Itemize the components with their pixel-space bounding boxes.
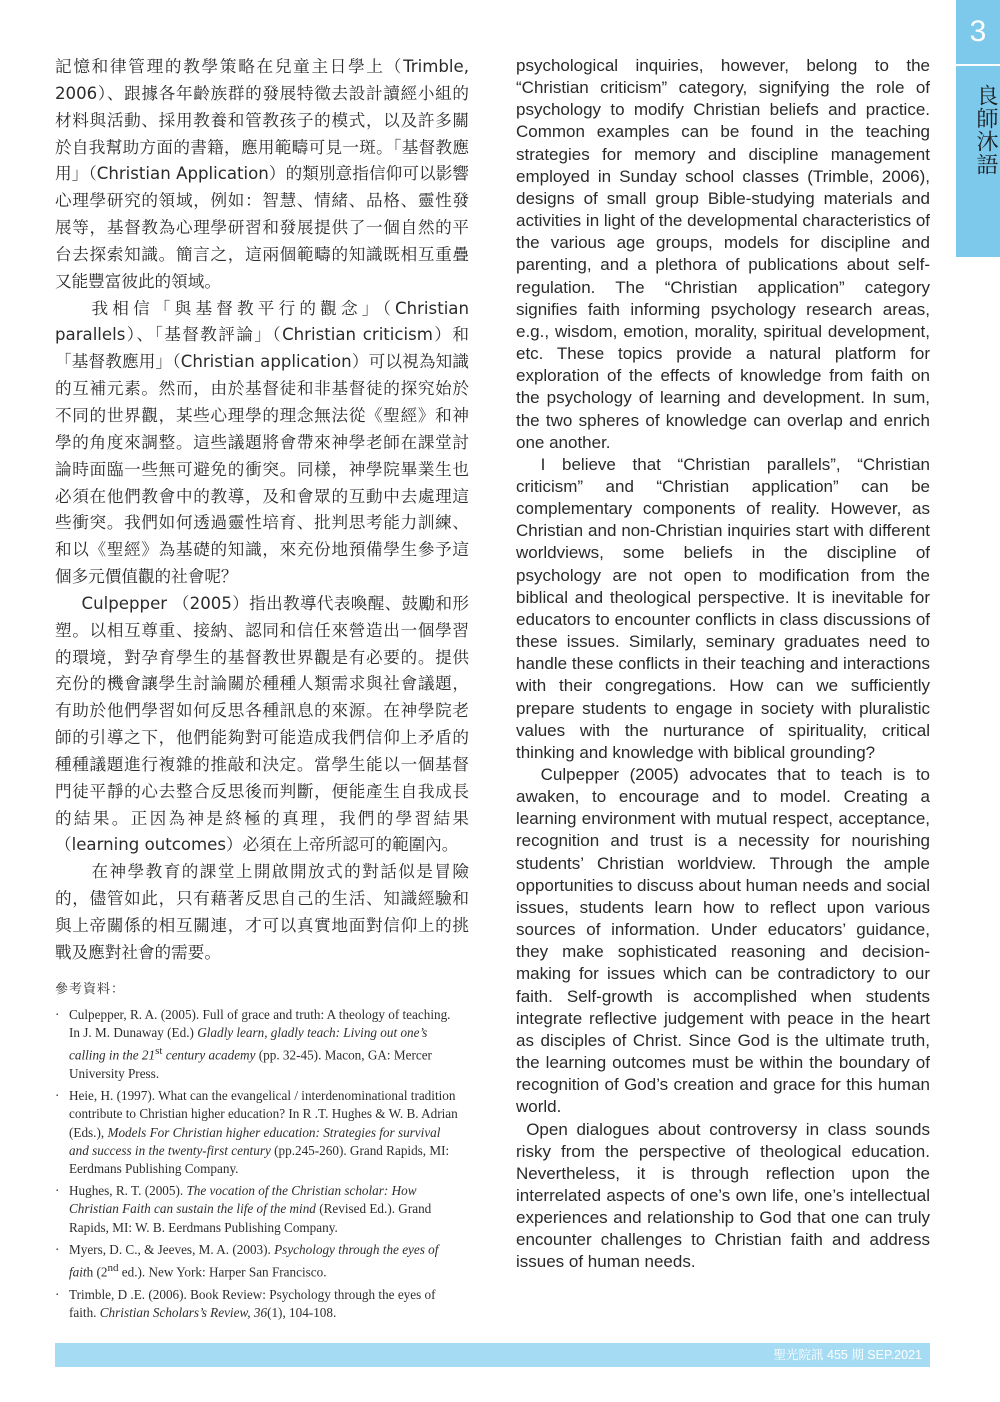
reference-bullet: · — [55, 1183, 60, 1199]
reference-item — [55, 1286, 459, 1322]
footer-issue-text: 聖光院訊 455 期 SEP.2021 — [773, 1348, 922, 1362]
side-tab — [956, 0, 1000, 257]
reference-bullet: · — [55, 1088, 60, 1104]
reference-item — [55, 1087, 459, 1178]
reference-text: Trimble, D .E. (2006). Book Review: Psychology through the eyes of faith. — [69, 1286, 436, 1320]
reference-bullet: · — [55, 1007, 60, 1022]
reference-title: Psychology through the eyes of fait — [69, 1241, 439, 1280]
references-heading: 參考資料： — [55, 982, 126, 997]
reference-title: century academy — [162, 1047, 256, 1063]
reference-superscript: nd — [107, 1262, 119, 1275]
reference-text: (1), 104-108. — [267, 1304, 337, 1320]
reference-item — [55, 1182, 459, 1237]
reference-text: (Revised Ed.). Grand Rapids, MI: W. B. Eerdmans Publishing Company. — [69, 1201, 432, 1235]
left-column — [55, 54, 469, 967]
reference-text: (pp. 32-45). Macon, GA: Mercer University Press. — [69, 1047, 432, 1081]
reference-bullet: · — [55, 1286, 60, 1302]
reference-text: Myers, D. C., & Jeeves, M. A. (2003). — [69, 1241, 275, 1257]
reference-text: Hughes, R. T. (2005). — [69, 1183, 187, 1199]
right-column — [516, 55, 930, 1274]
tab-divider — [956, 64, 1000, 66]
reference-title: The vocation of the Christian scholar: How Christian Faith can sustain the life of the mind — [69, 1183, 417, 1217]
reference-text: (pp.245-260). Grand Rapids, MI: Eerdmans Publishing Company. — [69, 1142, 450, 1177]
reference-title: Christian Scholars’s Review, 36 — [99, 1304, 268, 1320]
reference-title: Gladly learn, gladly teach: Living out one’s calling in the 21 — [69, 1025, 428, 1063]
reference-text: Culpepper, R. A. (2005). Full of grace and truth: A theology of teaching. In J. M. Dunaway (Ed.) — [69, 1007, 451, 1041]
reference-bullet: · — [55, 1241, 60, 1257]
reference-text: h (2 — [86, 1264, 108, 1280]
reference-item — [55, 1241, 459, 1282]
zh-paragraph-2: 我相信「與基督教平行的觀念」（Christian parallels）、「基督教評論」（Christian criticism）和「基督教應用」（Christian application）可以視為知識的互補元素。然而，由於基督徒和非基督徒的探究始於不同的世界觀，某些心理學的理念無法從《聖經》和神學的角度來調整。這些議題將會帶來神學老師在課堂討論時面臨一些無可避免的衝突。同樣，神學院畢業生也必須在他們教會中的教導，及和會眾的互動中去處理這些衝突。我們如何透過靈性培育、批判思考能力訓練、和以《聖經》為基礎的知識，來充份地預備學生參予這個多元價值觀的社會呢？ — [55, 298, 469, 587]
zh-paragraph-4: 在神學教育的課堂上開啟開放式的對話似是冒險的，儘管如此，只有藉著反思自己的生活、知識經驗和與上帝關係的相互關連，才可以真實地面對信仰上的挑戰及應對社會的需要。 — [55, 862, 469, 962]
references — [55, 980, 459, 1326]
reference-text: Heie, H. (1997). What can the evangelical / interdenominational tradition contribute to Christian higher education? In R .T. Hughes & W. B. Adrian (Eds.), — [69, 1088, 458, 1140]
en-paragraph-2: I believe that “Christian parallels”, “Christian criticism” and “Christian application” can be complementary components of reality. However, as Christian and non-Christian inquiries start with different worldviews, some beliefs in the discipline of psychology are not open to modification from the biblical and theological perspective. It is inevitable for educators to encounter conflicts in class discussions of these issues. Similarly, seminary graduates need to handle these conflicts in their teaching and interactions with their congregations. How can we sufficiently prepare students to engage in society with pluralistic values with the nurturance of spirituality, critical thinking and knowledge with biblical grounding? — [516, 454, 930, 762]
en-paragraph-3: Culpepper (2005) advocates that to teach is to awaken, to encourage and to model. Creating a learning environment with mutual respect, acceptance, recognition and trust is a necessity for nourishing students’ Christian worldview. Through the ample opportunities to discuss about human needs and social issues, students learn how to reflect upon various sources of information. Under educators’ guidance, they make sophisticated reasoning and decision-making for issues which can be contradictory to our faith. Self-growth is accomplished when students integrate reflective judgement with peace in the heart as disciples of Christ. Since God is the ultimate truth, the learning outcomes must be within the boundary of recognition of God’s creation and grace for this human world. — [516, 765, 930, 1117]
en-paragraph-4: Open dialogues about controversy in class sounds risky from the perspective of theological education. Nevertheless, it is through reflection upon the interrelated aspects of one’s own life, one’s intellectual experiences and relationship to God that one can truly encounter challenges to Christian faith and address issues of human needs. — [516, 1119, 930, 1272]
en-paragraph-1: psychological inquiries, however, belong to the “Christian criticism” category, signifying the role of psychology to modify Christian beliefs and practice. Common examples can be found in the teaching strategies for memory and discipline management employed in Sunday school classes (Trimble, 2006), designs of small group Bible-studying materials and activities in light of the developmental characteristics of the various age groups, models for discipline and parenting, and a plethora of publications about self-regulation. The “Christian application” category signifies faith informing psychology research areas, e.g., wisdom, emotion, morality, spiritual development, etc. These topics provide a natural platform for exploration of the effects of knowledge from faith on the psychology of learning and development. In sum, the two spheres of knowledge can overlap and enrich one another. — [516, 56, 930, 452]
reference-title: Models For Christian higher education: Strategies for survival and success in the twenty-first century — [69, 1124, 441, 1158]
reference-item — [55, 1006, 459, 1083]
zh-paragraph-3: Culpepper （2005）指出教導代表喚醒、鼓勵和形塑。以相互尊重、接納、認同和信任來營造出一個學習的環境，對孕育學生的基督教世界觀是有必要的。提供充份的機會讓學生討論關於種種人類需求與社會議題，有助於他們學習如何反思各種訊息的來源。在神學院老師的引導之下，他們能夠對可能造成我們信仰上矛盾的種種議題進行複雜的推敲和決定。當學生能以一個基督門徒平靜的心去整合反思後而判斷，便能產生自我成長的結果。正因為神是終極的真理，我們的學習結果（learning outcomes）必須在上帝所認可的範圍內。 — [55, 593, 469, 855]
page-number: 3 — [969, 15, 987, 48]
zh-paragraph-1: 記憶和律管理的教學策略在兒童主日學上（Trimble, 2006）、跟據各年齡族群的發展特徵去設計讀經小組的材料與活動、採用教養和管教孩子的模式，以及許多關於自我幫助方面的書籍，應用範疇可見一斑。「基督教應用」（Christian Application）的類別意指信仰可以影響心理學研究的領域，例如：智慧、情緒、品格、靈性發展等，基督教為心理學研習和發展提供了一個自然的平台去探索知識。簡言之，這兩個範疇的知識既相互重疊又能豐富彼此的領域。 — [55, 57, 469, 291]
reference-superscript: st — [155, 1045, 163, 1058]
section-label: 良師沐語 — [973, 84, 998, 176]
footer-bar — [55, 1343, 930, 1367]
reference-text: ed.). New York: Harper San Francisco. — [118, 1264, 327, 1280]
